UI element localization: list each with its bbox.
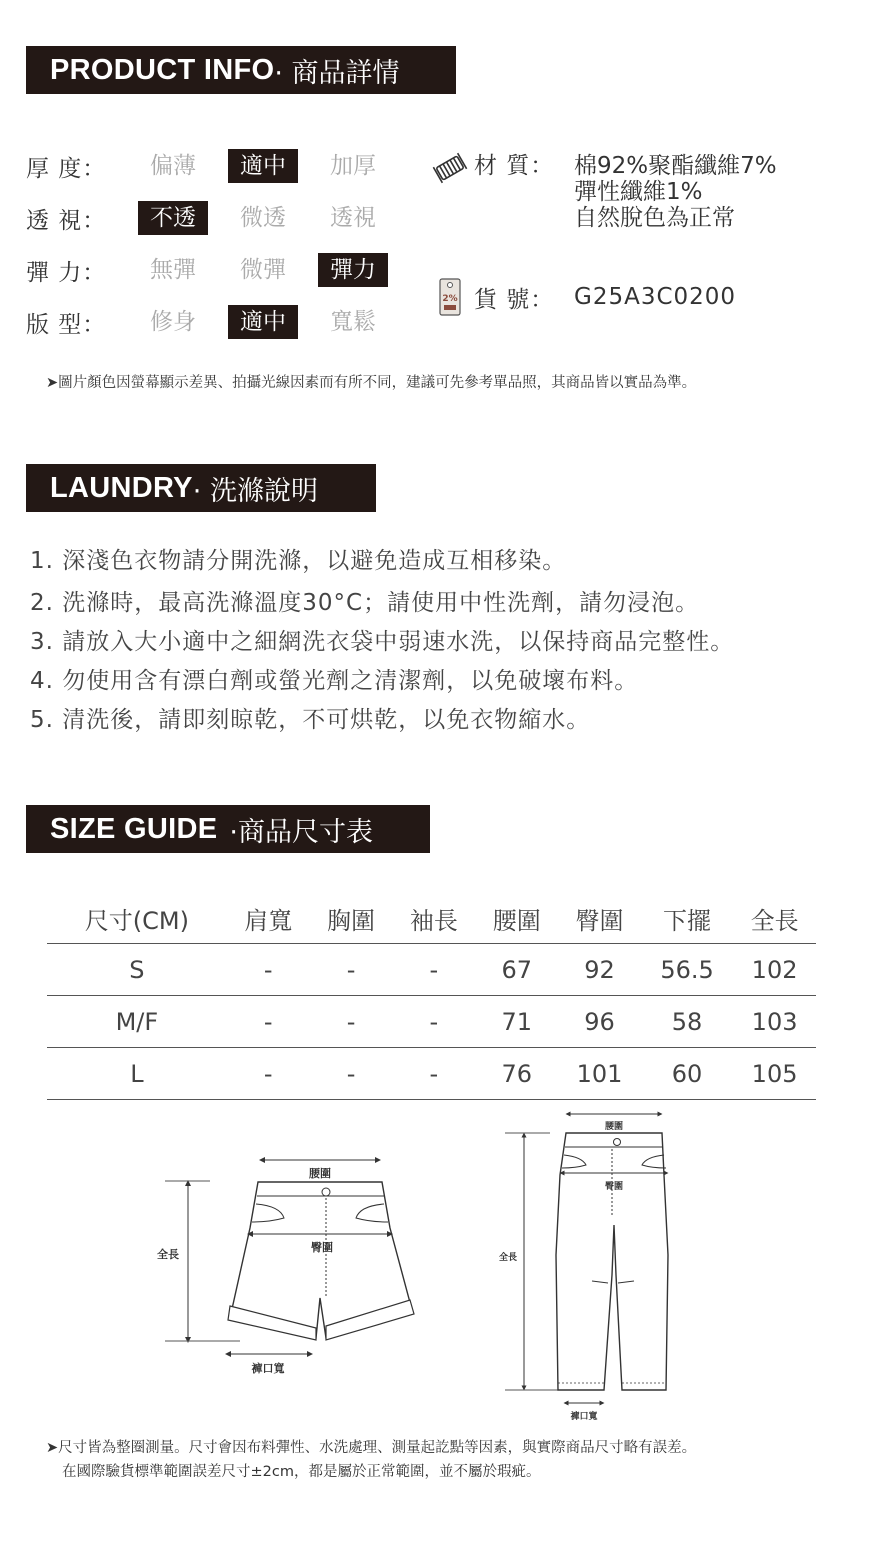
table-cell: M/F: [47, 996, 227, 1048]
table-cell: -: [392, 944, 475, 996]
attribute-option: 無彈: [150, 257, 196, 283]
table-cell: 67: [475, 944, 558, 996]
thread-spool-icon: [432, 150, 468, 186]
shorts-measurement-diagram: [150, 1150, 430, 1380]
heading-zh: · 洗滌說明: [192, 475, 318, 507]
attribute-label: 版 型：: [26, 311, 107, 338]
table-cell: -: [227, 944, 310, 996]
heading-en: PRODUCT INFO: [50, 53, 275, 86]
material-label: 材 質：: [474, 153, 555, 179]
size-guide-heading: [26, 805, 430, 853]
size-table-header-cell: 肩寬: [227, 893, 310, 944]
table-cell: 105: [733, 1048, 816, 1100]
attribute-option-selected: 適中: [228, 149, 298, 183]
attribute-row: [26, 148, 408, 184]
table-cell: 92: [558, 944, 641, 996]
laundry-heading: [26, 464, 376, 512]
table-row: [47, 1048, 816, 1100]
attribute-label: 透 視：: [26, 207, 107, 234]
table-cell: -: [227, 996, 310, 1048]
size-table: [47, 893, 816, 1100]
table-row: [47, 996, 816, 1048]
price-tag-icon: [432, 275, 468, 319]
heading-zh: · 商品詳情: [274, 57, 400, 89]
size-table-header-cell: 胸圍: [310, 893, 393, 944]
attribute-option: 偏薄: [150, 153, 196, 179]
product-info-heading: [26, 46, 456, 94]
attribute-option: 透視: [330, 205, 376, 231]
color-disclaimer: ➤圖片顏色因螢幕顯示差異、拍攝光線因素而有所不同，建議可先參考單品照，其商品皆以實品為準。: [46, 375, 697, 391]
material-line: 彈性纖維1%: [574, 179, 703, 205]
size-table-header-cell: 腰圍: [475, 893, 558, 944]
heading-en: LAUNDRY: [50, 471, 193, 504]
table-cell: 76: [475, 1048, 558, 1100]
sku-row: [432, 275, 736, 319]
attribute-option-selected: 彈力: [318, 253, 388, 287]
heading-en: SIZE GUIDE: [50, 812, 218, 845]
attribute-option-selected: 適中: [228, 305, 298, 339]
attribute-option: 加厚: [330, 153, 376, 179]
table-cell: 102: [733, 944, 816, 996]
laundry-item: 1. 深淺色衣物請分開洗滌，以避免造成互相移染。: [30, 548, 567, 574]
laundry-item: 5. 清洗後，請即刻晾乾，不可烘乾，以免衣物縮水。: [30, 707, 591, 733]
attribute-option: 寬鬆: [330, 309, 376, 335]
laundry-item: 3. 請放入大小適中之細網洗衣袋中弱速水洗，以保持商品完整性。: [30, 629, 735, 655]
pants-measurement-diagram: [490, 1105, 690, 1425]
attribute-option-selected: 不透: [138, 201, 208, 235]
table-row: [47, 944, 816, 996]
attribute-row: [26, 200, 408, 236]
shorts-waist-label: 腰圍: [309, 1167, 331, 1180]
sku-label: 貨 號：: [474, 286, 555, 313]
material-line: 棉92%聚酯纖維7%: [574, 153, 777, 179]
table-cell: 58: [641, 996, 733, 1048]
table-cell: -: [310, 944, 393, 996]
table-cell: 103: [733, 996, 816, 1048]
size-table-header-cell: 全長: [733, 893, 816, 944]
table-cell: S: [47, 944, 227, 996]
table-cell: -: [392, 1048, 475, 1100]
svg-text:2%: 2%: [442, 294, 458, 304]
sku-value: G25A3C0200: [574, 284, 737, 310]
size-table-header-cell: 下擺: [641, 893, 733, 944]
attribute-option: 微透: [240, 205, 286, 231]
table-cell: L: [47, 1048, 227, 1100]
table-cell: 60: [641, 1048, 733, 1100]
attribute-option: 修身: [150, 309, 196, 335]
size-note: ➤尺寸皆為整圈測量。尺寸會因布料彈性、水洗處理、測量起訖點等因素，與實際商品尺寸略有誤差。: [46, 1440, 697, 1456]
attribute-label: 彈 力：: [26, 259, 107, 286]
table-cell: 56.5: [641, 944, 733, 996]
pants-hip-label: 臀圍: [604, 1182, 624, 1192]
laundry-item: 4. 勿使用含有漂白劑或螢光劑之清潔劑，以免破壞布料。: [30, 668, 639, 694]
size-table-header-cell: 袖長: [392, 893, 475, 944]
attribute-label: 厚 度：: [26, 155, 107, 182]
laundry-item: 2. 洗滌時，最高洗滌溫度30°C；請使用中性洗劑，請勿浸泡。: [30, 590, 700, 616]
table-cell: -: [392, 996, 475, 1048]
attribute-option: 微彈: [240, 257, 286, 283]
pants-waist-label: 腰圍: [604, 1122, 624, 1132]
material-line: 自然脫色為正常: [574, 205, 735, 231]
table-cell: -: [227, 1048, 310, 1100]
size-table-header-cell: 臀圍: [558, 893, 641, 944]
size-note: 在國際驗貨標準範圍誤差尺寸±2cm，都是屬於正常範圍，並不屬於瑕疵。: [62, 1464, 541, 1480]
attribute-row: [26, 304, 408, 340]
shorts-hip-label: 臀圍: [311, 1241, 333, 1254]
table-cell: 96: [558, 996, 641, 1048]
pants-hem-label: 褲口寬: [570, 1412, 598, 1422]
attribute-row: [26, 252, 408, 288]
table-cell: 71: [475, 996, 558, 1048]
table-cell: -: [310, 996, 393, 1048]
table-cell: -: [310, 1048, 393, 1100]
table-cell: 101: [558, 1048, 641, 1100]
pants-length-label: 全長: [498, 1253, 518, 1263]
size-table-header: [47, 893, 816, 944]
shorts-length-label: 全長: [157, 1248, 179, 1261]
size-table-header-cell: 尺寸(CM): [47, 893, 227, 944]
heading-zh: ·商品尺寸表: [229, 816, 373, 848]
material-row: [432, 150, 777, 231]
shorts-hem-label: 褲口寬: [251, 1362, 285, 1375]
